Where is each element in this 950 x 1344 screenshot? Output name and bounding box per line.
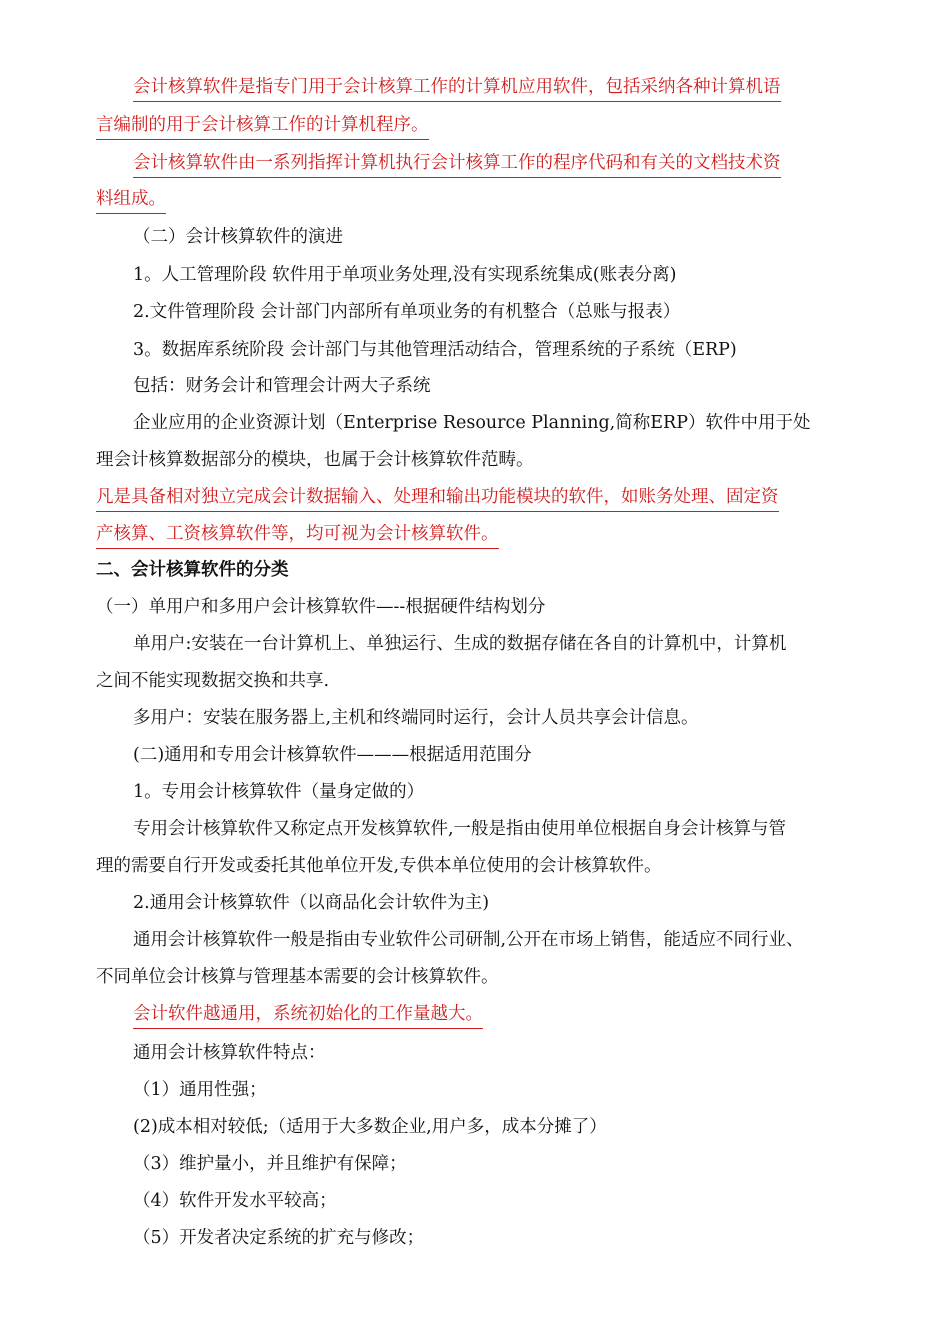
highlighted-text: 会计核算软件是指专门用于会计核算工作的计算机应用软件，包括采纳各种计算机语 [133,74,781,102]
definition-paragraph-line-1 [133,74,781,102]
general-software-desc-line-2: 不同单位会计核算与管理基本需要的会计核算软件。 [96,967,499,987]
features-heading: 通用会计核算软件特点： [133,1043,326,1063]
erp-paragraph-line-2: 理会计核算数据部分的模块，也属于会计核算软件范畴。 [96,450,534,470]
special-software-title: 1。专用会计核算软件（量身定做的） [133,782,425,802]
section-2-title: 二、会计核算软件的分类 [96,560,289,580]
highlighted-text: 凡是具备相对独立完成会计数据输入、处理和输出功能模块的软件，如账务处理、固定资 [96,484,779,512]
multi-user-line: 多用户：安装在服务器上,主机和终端同时运行，会计人员共享会计信息。 [133,708,699,728]
erp-paragraph-line-1: 企业应用的企业资源计划（Enterprise Resource Planning,简称ERP）软件中用于处 [133,413,811,433]
definition-paragraph-line-2 [96,112,429,140]
includes-line: 包括：财务会计和管理会计两大子系统 [133,376,431,396]
evolution-heading: （二）会计核算软件的演进 [133,227,343,247]
scope-paragraph-line-1 [96,484,779,512]
single-user-line-2: 之间不能实现数据交换和共享. [96,671,330,691]
highlighted-text: 料组成。 [96,186,166,214]
highlighted-text: 会计软件越通用，系统初始化的工作量越大。 [133,1001,483,1029]
highlighted-text: 会计核算软件由一系列指挥计算机执行会计核算工作的程序代码和有关的文档技术资 [133,150,781,178]
feature-item: (2)成本相对较低;（适用于大多数企业,用户多，成本分摊了） [133,1117,607,1137]
composition-paragraph-line-1 [133,150,781,178]
subsection-1-heading: （一）单用户和多用户会计核算软件—--根据硬件结构划分 [96,597,546,617]
general-software-title: 2.通用会计核算软件（以商品化会计软件为主) [133,893,490,913]
stage-1-item: 1。人工管理阶段 软件用于单项业务处理,没有实现系统集成(账表分离) [133,265,677,285]
feature-item: （5）开发者决定系统的扩充与修改； [133,1228,425,1248]
feature-item: （4）软件开发水平较高； [133,1191,337,1211]
highlighted-text: 产核算、工资核算软件等，均可视为会计核算软件。 [96,521,499,549]
general-software-note [133,1001,483,1029]
stage-2-item: 2.文件管理阶段 会计部门内部所有单项业务的有机整合（总账与报表） [133,302,681,322]
subsection-2-heading: (二)通用和专用会计核算软件———根据适用范围分 [133,745,532,765]
composition-paragraph-line-2 [96,186,166,214]
highlighted-text: 言编制的用于会计核算工作的计算机程序。 [96,112,429,140]
special-software-desc-line-1: 专用会计核算软件又称定点开发核算软件,一般是指由使用单位根据自身会计核算与管 [133,819,787,839]
feature-item: （3）维护量小，并且维护有保障； [133,1154,407,1174]
feature-item: （1）通用性强； [133,1080,267,1100]
special-software-desc-line-2: 理的需要自行开发或委托其他单位开发,专供本单位使用的会计核算软件。 [96,856,662,876]
scope-paragraph-line-2 [96,521,499,549]
stage-3-item: 3。数据库系统阶段 会计部门与其他管理活动结合，管理系统的子系统（ERP) [133,340,737,360]
general-software-desc-line-1: 通用会计核算软件一般是指由专业软件公司研制,公开在市场上销售，能适应不同行业、 [133,930,804,950]
single-user-line-1: 单用户:安装在一台计算机上、单独运行、生成的数据存储在各自的计算机中，计算机 [133,634,787,654]
